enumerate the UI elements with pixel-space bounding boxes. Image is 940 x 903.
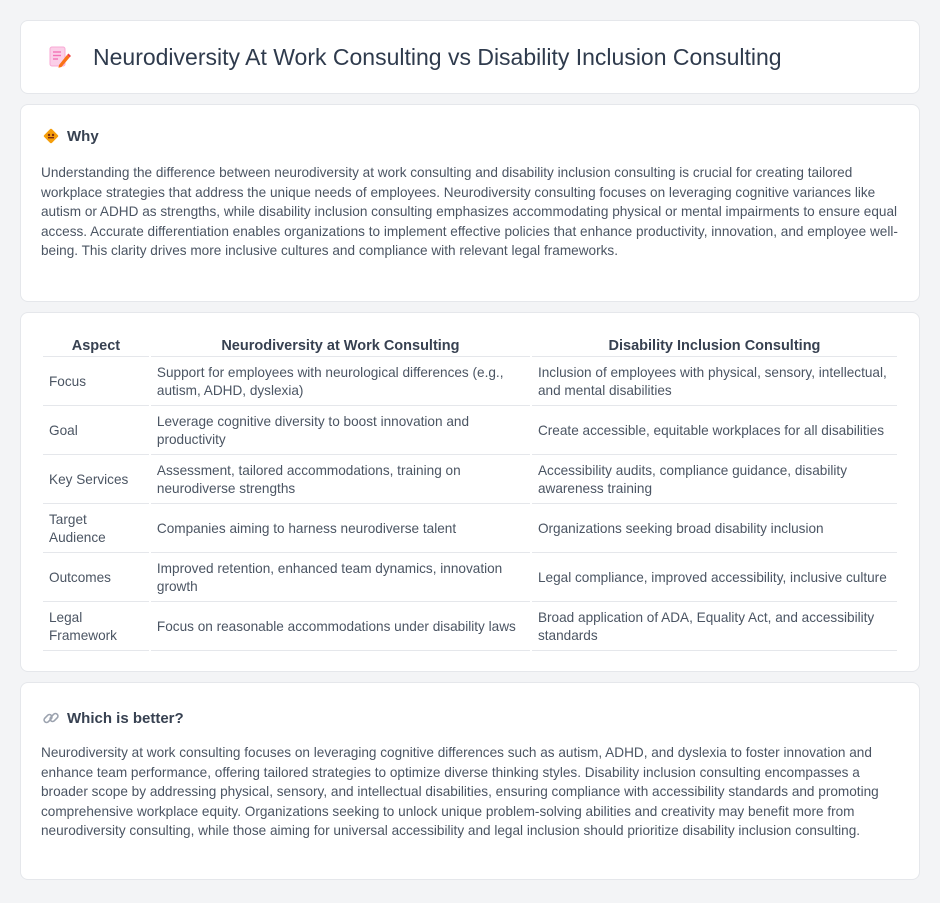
table-cell-aspect: Outcomes	[43, 555, 149, 602]
table-row	[43, 457, 897, 504]
table-cell: Accessibility audits, compliance guidance, disability awareness training	[532, 457, 897, 504]
table-cell: Leverage cognitive diversity to boost innovation and productivity	[151, 408, 530, 455]
table-cell-aspect: Target Audience	[43, 506, 149, 553]
table-cell-aspect: Key Services	[43, 457, 149, 504]
better-paragraph: Neurodiversity at work consulting focuses on leveraging cognitive differences such as autism, ADHD, and dyslexia to foster innovation and enhance team performance, offering tailored strategies to optimize diverse thinking styles. Disability inclusion consulting encompasses a broader scope by addressing physical, sensory, and intellectual disabilities, ensuring compliance with accessibility standards and promoting comprehensive workplace equity. Organizations seeking to unlock unique problem-solving abilities and creativity may benefit more from neurodiversity consulting, while those aiming for universal accessibility and legal inclusion should prioritize disability inclusion consulting.	[41, 745, 879, 839]
table-row	[43, 408, 897, 455]
table-row	[43, 555, 897, 602]
document-edit-icon	[45, 43, 73, 71]
table-cell: Improved retention, enhanced team dynamics, innovation growth	[151, 555, 530, 602]
title-card	[20, 20, 920, 94]
table-cell-aspect: Focus	[43, 359, 149, 406]
table-cell: Organizations seeking broad disability inclusion	[532, 506, 897, 553]
page-title: Neurodiversity At Work Consulting vs Disability Inclusion Consulting	[93, 43, 782, 70]
table-header-row	[43, 335, 897, 357]
column-header: Aspect	[43, 335, 149, 357]
why-paragraph: Understanding the difference between neurodiversity at work consulting and disability inclusion consulting is crucial for creating tailored workplace strategies that address the unique needs of employees. Neurodiversity consulting focuses on leveraging cognitive variances like autism or ADHD as strengths, while disability inclusion consulting emphasizes accommodating physical or mental impairments to ensure equal access. Accurate differentiation enables organizations to implement effective policies that enhance productivity, innovation, and employee well-being. This clarity drives more inclusive cultures and compliance with relevant legal frameworks.	[41, 165, 898, 259]
table-cell: Broad application of ADA, Equality Act, and accessibility standards	[532, 604, 897, 651]
link-icon	[41, 708, 61, 728]
why-heading-row	[41, 125, 899, 147]
better-heading: Which is better?	[67, 709, 184, 727]
table-row	[43, 359, 897, 406]
table-cell-aspect: Legal Framework	[43, 604, 149, 651]
table-cell: Assessment, tailored accommodations, training on neurodiverse strengths	[151, 457, 530, 504]
table-cell: Create accessible, equitable workplaces for all disabilities	[532, 408, 897, 455]
table-row	[43, 604, 897, 651]
table-row	[43, 506, 897, 553]
table-cell: Inclusion of employees with physical, sensory, intellectual, and mental disabilities	[532, 359, 897, 406]
table-cell: Support for employees with neurological differences (e.g., autism, ADHD, dyslexia)	[151, 359, 530, 406]
better-heading-row	[41, 707, 899, 729]
diamond-sign-icon	[41, 126, 61, 146]
comparison-table	[41, 333, 899, 653]
why-section	[20, 104, 920, 302]
which-better-section	[20, 682, 920, 880]
why-heading: Why	[67, 127, 99, 145]
comparison-section	[20, 312, 920, 672]
column-header: Disability Inclusion Consulting	[532, 335, 897, 357]
table-cell: Legal compliance, improved accessibility, inclusive culture	[532, 555, 897, 602]
table-cell: Companies aiming to harness neurodiverse talent	[151, 506, 530, 553]
table-cell: Focus on reasonable accommodations under disability laws	[151, 604, 530, 651]
column-header: Neurodiversity at Work Consulting	[151, 335, 530, 357]
table-cell-aspect: Goal	[43, 408, 149, 455]
